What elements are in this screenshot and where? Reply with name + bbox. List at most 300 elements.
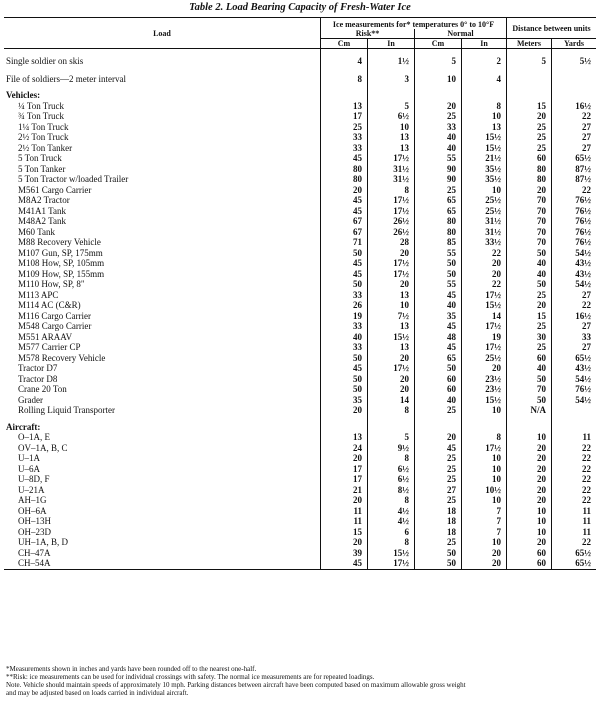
- meters-cell: 25: [507, 122, 552, 133]
- normal-in-cell: 23½: [462, 374, 507, 385]
- normal-in-cell: 25½: [462, 353, 507, 364]
- table-row: [4, 258, 596, 269]
- load-cell: M60 Tank: [18, 226, 55, 237]
- table-row: [4, 311, 596, 322]
- risk-cm-cell: 33: [321, 132, 368, 143]
- yards-cell: 22: [552, 485, 597, 496]
- normal-cm-cell: 55: [415, 279, 462, 290]
- normal-in-cell: 17½: [462, 290, 507, 301]
- yards-cell: 27: [552, 342, 597, 353]
- risk-in-cell: 28: [368, 237, 415, 248]
- risk-cm-cell: 67: [321, 227, 368, 238]
- meters-cell: 70: [507, 195, 552, 206]
- yards-cell: 16½: [552, 101, 597, 112]
- risk-in-cell: 17½: [368, 258, 415, 269]
- normal-in-cell: 17½: [462, 321, 507, 332]
- risk-in-cell: 1½: [368, 49, 415, 67]
- normal-in-cell: [462, 84, 507, 101]
- risk-cm-cell: 11: [321, 516, 368, 527]
- load-cell: M88 Recovery Vehicle: [18, 237, 101, 247]
- load-cell: 2½ Ton Tanker: [18, 142, 73, 153]
- yards-cell: [552, 84, 597, 101]
- risk-in-cell: 6½: [368, 111, 415, 122]
- normal-in-cell: 20: [462, 269, 507, 280]
- risk-in-cell: 6½: [368, 474, 415, 485]
- table-row: [4, 548, 596, 559]
- risk-cm-cell: 20: [321, 495, 368, 506]
- risk-in-cell: 8: [368, 185, 415, 196]
- load-cell: File of soldiers—2 meter interval: [6, 73, 126, 84]
- risk-cm-cell: 8: [321, 67, 368, 85]
- load-cell: CH–54A: [18, 558, 51, 568]
- footnote: and may be adjusted based on loads carried in individual aircraft.: [6, 689, 189, 697]
- normal-cm-cell: 5: [415, 49, 462, 67]
- yards-cell: 22: [552, 300, 597, 311]
- meters-cell: 60: [507, 353, 552, 364]
- table-row: [4, 290, 596, 301]
- table-row: [4, 101, 596, 112]
- table-row: [4, 206, 596, 217]
- table-row: [4, 464, 596, 475]
- normal-in-cell: 15½: [462, 300, 507, 311]
- normal-in-cell: 7: [462, 506, 507, 517]
- risk-in-cell: 8: [368, 495, 415, 506]
- normal-cm-cell: 80: [415, 227, 462, 238]
- normal-in-cell: 14: [462, 311, 507, 322]
- yards-cell: 27: [552, 132, 597, 143]
- table-row: [4, 143, 596, 154]
- table-row: [4, 558, 596, 569]
- meters-cell: 20: [507, 485, 552, 496]
- load-cell: 2½ Ton Truck: [18, 132, 69, 142]
- yards-cell: 43½: [552, 258, 597, 269]
- yards-cell: 22: [552, 537, 597, 548]
- risk-in-cell: 13: [368, 321, 415, 332]
- risk-in-cell: 4½: [368, 506, 415, 517]
- risk-cm-cell: 45: [321, 153, 368, 164]
- normal-cm-cell: 50: [415, 548, 462, 559]
- risk-cm-cell: 17: [321, 474, 368, 485]
- risk-in-cell: 31½: [368, 174, 415, 185]
- normal-cm-cell: 25: [415, 537, 462, 548]
- normal-in-cell: 10: [462, 185, 507, 196]
- header-risk-in: In: [368, 39, 415, 49]
- meters-cell: 25: [507, 143, 552, 154]
- normal-in-cell: 17½: [462, 342, 507, 353]
- normal-in-cell: 17½: [462, 443, 507, 454]
- meters-cell: 80: [507, 174, 552, 185]
- normal-cm-cell: [415, 84, 462, 101]
- normal-cm-cell: 20: [415, 432, 462, 443]
- risk-cm-cell: [321, 416, 368, 433]
- normal-in-cell: 10: [462, 537, 507, 548]
- risk-cm-cell: 45: [321, 269, 368, 280]
- meters-cell: 25: [507, 321, 552, 332]
- yards-cell: 43½: [552, 269, 597, 280]
- yards-cell: 11: [552, 516, 597, 527]
- load-cell: UH–1A, B, D: [18, 537, 69, 547]
- normal-in-cell: 10: [462, 474, 507, 485]
- table-row: [4, 495, 596, 506]
- risk-in-cell: 15½: [368, 332, 415, 343]
- risk-in-cell: 8: [368, 453, 415, 464]
- yards-cell: 87½: [552, 174, 597, 185]
- ice-capacity-table: [4, 17, 596, 574]
- risk-cm-cell: 67: [321, 216, 368, 227]
- load-cell: Vehicles:: [6, 90, 41, 100]
- normal-in-cell: 7: [462, 516, 507, 527]
- risk-cm-cell: 50: [321, 384, 368, 395]
- meters-cell: 20: [507, 443, 552, 454]
- load-cell: M561 Cargo Carrier: [18, 184, 92, 195]
- table-row: [4, 195, 596, 206]
- load-cell: OH–13H: [18, 516, 51, 526]
- yards-cell: [552, 405, 597, 416]
- table-row: [4, 363, 596, 374]
- load-cell: M41A1 Tank: [18, 205, 66, 216]
- risk-cm-cell: 4: [321, 49, 368, 67]
- risk-in-cell: 10: [368, 122, 415, 133]
- normal-in-cell: 20: [462, 363, 507, 374]
- table-row: [4, 485, 596, 496]
- risk-in-cell: 17½: [368, 195, 415, 206]
- normal-cm-cell: 18: [415, 527, 462, 538]
- yards-cell: 27: [552, 143, 597, 154]
- header-normal-in: In: [462, 39, 507, 49]
- header-yards: Yards: [552, 39, 597, 49]
- risk-in-cell: 20: [368, 384, 415, 395]
- normal-in-cell: 10½: [462, 485, 507, 496]
- risk-cm-cell: 45: [321, 558, 368, 569]
- risk-cm-cell: 33: [321, 342, 368, 353]
- normal-cm-cell: 65: [415, 353, 462, 364]
- risk-cm-cell: 50: [321, 279, 368, 290]
- normal-cm-cell: 90: [415, 174, 462, 185]
- normal-in-cell: 31½: [462, 227, 507, 238]
- normal-cm-cell: 27: [415, 485, 462, 496]
- normal-in-cell: 10: [462, 111, 507, 122]
- meters-cell: 20: [507, 453, 552, 464]
- table-row: [4, 332, 596, 343]
- yards-cell: 87½: [552, 164, 597, 175]
- yards-cell: 65½: [552, 548, 597, 559]
- meters-cell: [507, 67, 552, 85]
- risk-in-cell: 17½: [368, 269, 415, 280]
- normal-cm-cell: 55: [415, 248, 462, 259]
- risk-cm-cell: 45: [321, 258, 368, 269]
- risk-in-cell: 20: [368, 353, 415, 364]
- normal-in-cell: 8: [462, 101, 507, 112]
- yards-cell: 54½: [552, 248, 597, 259]
- risk-in-cell: 4½: [368, 516, 415, 527]
- load-cell: M8A2 Tractor: [18, 195, 70, 205]
- load-cell: M114 AC (C&R): [18, 300, 81, 310]
- normal-cm-cell: 25: [415, 464, 462, 475]
- risk-cm-cell: 17: [321, 464, 368, 475]
- risk-in-cell: 17½: [368, 558, 415, 569]
- risk-cm-cell: 80: [321, 174, 368, 185]
- risk-cm-cell: 26: [321, 300, 368, 311]
- table-row: [4, 269, 596, 280]
- risk-in-cell: 8: [368, 405, 415, 416]
- risk-cm-cell: 50: [321, 248, 368, 259]
- normal-cm-cell: 60: [415, 374, 462, 385]
- normal-in-cell: 22: [462, 248, 507, 259]
- normal-cm-cell: 85: [415, 237, 462, 248]
- normal-in-cell: 33½: [462, 237, 507, 248]
- risk-in-cell: [368, 84, 415, 101]
- meters-cell: 10: [507, 527, 552, 538]
- load-cell: M110 How, SP, 8": [18, 279, 85, 289]
- load-cell: Rolling Liquid Transporter: [18, 405, 116, 415]
- yards-cell: 33: [552, 332, 597, 343]
- risk-in-cell: 20: [368, 248, 415, 259]
- table-row: [4, 67, 596, 85]
- table-row: [4, 432, 596, 443]
- normal-in-cell: 15½: [462, 143, 507, 154]
- risk-in-cell: 13: [368, 132, 415, 143]
- normal-in-cell: 15½: [462, 132, 507, 143]
- load-cell: 5 Ton Tanker: [18, 163, 66, 174]
- normal-in-cell: 23½: [462, 384, 507, 395]
- normal-cm-cell: 25: [415, 474, 462, 485]
- normal-cm-cell: 50: [415, 363, 462, 374]
- risk-cm-cell: 20: [321, 453, 368, 464]
- risk-in-cell: 13: [368, 290, 415, 301]
- risk-cm-cell: 24: [321, 443, 368, 454]
- yards-cell: 22: [552, 464, 597, 475]
- yards-cell: 76½: [552, 216, 597, 227]
- table-row: [4, 353, 596, 364]
- meters-cell: 50: [507, 395, 552, 406]
- normal-cm-cell: 40: [415, 143, 462, 154]
- normal-cm-cell: 40: [415, 132, 462, 143]
- header-normal-cm: Cm: [415, 39, 462, 49]
- table-row: [4, 384, 596, 395]
- risk-cm-cell: 35: [321, 395, 368, 406]
- risk-in-cell: 5: [368, 101, 415, 112]
- load-cell: Single soldier on skis: [6, 56, 84, 66]
- table-row: [4, 374, 596, 385]
- load-cell: 5 Ton Tractor w/loaded Trailer: [18, 174, 129, 184]
- table-row: [4, 443, 596, 454]
- risk-cm-cell: 33: [321, 290, 368, 301]
- risk-in-cell: 8: [368, 537, 415, 548]
- yards-cell: 16½: [552, 311, 597, 322]
- meters-cell: 20: [507, 537, 552, 548]
- risk-cm-cell: 25: [321, 122, 368, 133]
- meters-cell: 50: [507, 279, 552, 290]
- normal-cm-cell: 45: [415, 443, 462, 454]
- meters-cell: 40: [507, 258, 552, 269]
- normal-cm-cell: 50: [415, 558, 462, 569]
- load-cell: ¼ Ton Truck: [18, 100, 64, 111]
- meters-cell: 15: [507, 101, 552, 112]
- yards-cell: 65½: [552, 353, 597, 364]
- table-row: [4, 321, 596, 332]
- yards-cell: 22: [552, 443, 597, 454]
- normal-cm-cell: 48: [415, 332, 462, 343]
- normal-in-cell: 10: [462, 405, 507, 416]
- normal-cm-cell: 80: [415, 216, 462, 227]
- risk-in-cell: 15½: [368, 548, 415, 559]
- load-cell: M109 How, SP, 155mm: [18, 268, 105, 279]
- normal-in-cell: 22: [462, 279, 507, 290]
- load-cell: OV–1A, B, C: [18, 442, 68, 453]
- normal-cm-cell: 45: [415, 290, 462, 301]
- yards-cell: [552, 67, 597, 85]
- header-risk-cm: Cm: [321, 39, 368, 49]
- meters-cell: 70: [507, 237, 552, 248]
- risk-in-cell: 20: [368, 374, 415, 385]
- risk-in-cell: 17½: [368, 206, 415, 217]
- normal-cm-cell: 25: [415, 405, 462, 416]
- normal-cm-cell: 33: [415, 122, 462, 133]
- risk-in-cell: 13: [368, 143, 415, 154]
- yards-cell: 65½: [552, 153, 597, 164]
- yards-cell: 76½: [552, 195, 597, 206]
- section-header-row: [4, 84, 596, 101]
- load-cell: M107 Gun, SP, 175mm: [18, 247, 103, 258]
- table-row: [4, 342, 596, 353]
- normal-cm-cell: 25: [415, 111, 462, 122]
- header-distance: Distance between units: [507, 18, 597, 39]
- yards-cell: 5½: [552, 49, 597, 67]
- meters-cell: [507, 84, 552, 101]
- risk-cm-cell: 17: [321, 111, 368, 122]
- normal-in-cell: 35½: [462, 174, 507, 185]
- normal-cm-cell: 25: [415, 495, 462, 506]
- yards-cell: 22: [552, 495, 597, 506]
- normal-in-cell: 10: [462, 453, 507, 464]
- risk-cm-cell: 80: [321, 164, 368, 175]
- yards-cell: 11: [552, 432, 597, 443]
- normal-cm-cell: 90: [415, 164, 462, 175]
- normal-in-cell: 13: [462, 122, 507, 133]
- table-row: [4, 537, 596, 548]
- load-cell: 5 Ton Truck: [18, 153, 62, 163]
- table-row: [4, 300, 596, 311]
- meters-cell: N/A: [507, 405, 552, 416]
- meters-cell: 30: [507, 332, 552, 343]
- normal-in-cell: 10: [462, 495, 507, 506]
- normal-in-cell: 10: [462, 464, 507, 475]
- table-row: [4, 216, 596, 227]
- table-row: [4, 405, 596, 416]
- risk-cm-cell: 21: [321, 485, 368, 496]
- table-row: [4, 237, 596, 248]
- yards-cell: 76½: [552, 237, 597, 248]
- normal-cm-cell: 60: [415, 384, 462, 395]
- yards-cell: 76½: [552, 206, 597, 217]
- header-ice-measurements: Ice measurements for* temperatures 0° to 10°F: [321, 18, 507, 30]
- table-row: [4, 111, 596, 122]
- yards-cell: 22: [552, 453, 597, 464]
- yards-cell: 27: [552, 122, 597, 133]
- meters-cell: 60: [507, 558, 552, 569]
- normal-in-cell: 25½: [462, 206, 507, 217]
- footnotes: [6, 665, 596, 697]
- header-load: Load: [4, 18, 321, 49]
- load-cell: ¾ Ton Truck: [18, 111, 64, 121]
- normal-cm-cell: 65: [415, 206, 462, 217]
- meters-cell: 40: [507, 363, 552, 374]
- load-cell: Crane 20 Ton: [18, 384, 67, 394]
- table-row: [4, 248, 596, 259]
- normal-in-cell: 25½: [462, 195, 507, 206]
- load-cell: U–6A: [18, 463, 40, 474]
- risk-in-cell: 8½: [368, 485, 415, 496]
- meters-cell: 40: [507, 269, 552, 280]
- risk-cm-cell: 11: [321, 506, 368, 517]
- normal-in-cell: 35½: [462, 164, 507, 175]
- yards-cell: [552, 416, 597, 433]
- risk-in-cell: 7½: [368, 311, 415, 322]
- yards-cell: 27: [552, 290, 597, 301]
- meters-cell: [507, 416, 552, 433]
- risk-in-cell: 6½: [368, 464, 415, 475]
- meters-cell: 20: [507, 464, 552, 475]
- table-title: Table 2. Load Bearing Capacity of Fresh-Water Ice: [189, 2, 411, 13]
- load-cell: M108 How, SP, 105mm: [18, 258, 105, 268]
- table-row: [4, 395, 596, 406]
- load-cell: M113 APC: [18, 289, 59, 300]
- meters-cell: 10: [507, 506, 552, 517]
- load-cell: Grader: [18, 394, 43, 405]
- meters-cell: 20: [507, 474, 552, 485]
- normal-cm-cell: 25: [415, 453, 462, 464]
- yards-cell: 11: [552, 527, 597, 538]
- risk-cm-cell: 20: [321, 537, 368, 548]
- risk-in-cell: 26½: [368, 216, 415, 227]
- risk-in-cell: 26½: [368, 227, 415, 238]
- load-cell: M578 Recovery Vehicle: [18, 352, 106, 363]
- load-cell: Tractor D7: [18, 363, 58, 373]
- risk-in-cell: 9½: [368, 443, 415, 454]
- table-row: [4, 153, 596, 164]
- load-cell: M577 Carrier CP: [18, 342, 81, 352]
- yards-cell: 54½: [552, 395, 597, 406]
- risk-in-cell: 6: [368, 527, 415, 538]
- risk-cm-cell: 45: [321, 363, 368, 374]
- table-row: [4, 516, 596, 527]
- table-row: [4, 185, 596, 196]
- meters-cell: 70: [507, 227, 552, 238]
- risk-cm-cell: 15: [321, 527, 368, 538]
- meters-cell: 70: [507, 206, 552, 217]
- risk-cm-cell: 50: [321, 353, 368, 364]
- meters-cell: 10: [507, 432, 552, 443]
- footnote: *Measurements shown in inches and yards have been rounded off to the nearest one-half.: [6, 665, 257, 673]
- meters-cell: 10: [507, 516, 552, 527]
- risk-cm-cell: 39: [321, 548, 368, 559]
- normal-cm-cell: 65: [415, 195, 462, 206]
- load-cell: M116 Cargo Carrier: [18, 310, 91, 321]
- meters-cell: 20: [507, 185, 552, 196]
- normal-in-cell: 4: [462, 67, 507, 85]
- meters-cell: 25: [507, 342, 552, 353]
- risk-cm-cell: 13: [321, 101, 368, 112]
- meters-cell: 20: [507, 495, 552, 506]
- yards-cell: 43½: [552, 363, 597, 374]
- normal-in-cell: 2: [462, 49, 507, 67]
- table-row: [4, 164, 596, 175]
- header-meters: Meters: [507, 39, 552, 49]
- meters-cell: 50: [507, 248, 552, 259]
- normal-cm-cell: 18: [415, 516, 462, 527]
- meters-cell: 70: [507, 384, 552, 395]
- load-cell: Aircraft:: [6, 421, 41, 432]
